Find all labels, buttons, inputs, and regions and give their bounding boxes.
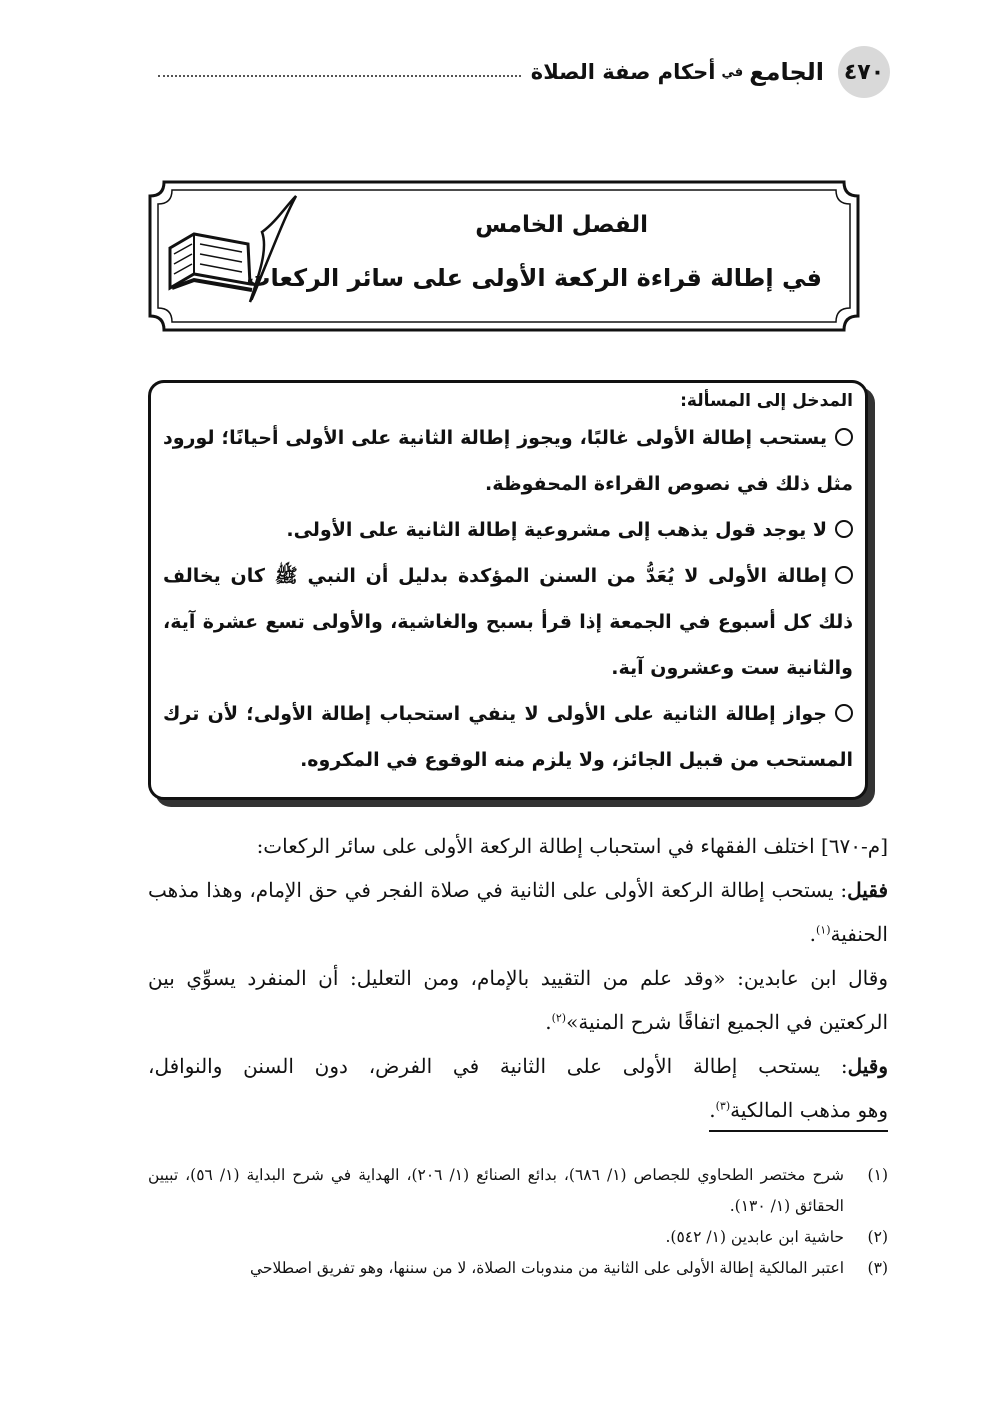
paragraph-ibn-abidin: وقال ابن عابدين: «وقد علم من التقييد بالإمام، ومن التعليل: أن المنفرد يسوِّي بين الركعتين في الجميع اتفاقًا شرح المنية»$^{(٢)}$. xyxy=(148,966,888,1034)
paragraph-second-opinion: وقيل: يستحب إطالة الأولى على الثانية في الفرض، دون السنن والنوافل، وهو مذهب المالكية$^{(٣)}$. xyxy=(148,1044,888,1132)
footnote-ref[interactable]: (٢) xyxy=(551,1011,567,1025)
footnote-text: اعتبر المالكية إطالة الأولى على الثانية من مندوبات الصلاة، لا من سننها، وهو تفريق اصطلاحي xyxy=(250,1259,844,1277)
chapter-frame xyxy=(146,178,862,334)
footnote xyxy=(148,1253,888,1284)
footnote-number: (١) xyxy=(867,1166,888,1184)
footnote-text: شرح مختصر الطحاوي للجصاص (١/ ٦٨٦)، بدائع الصنائع (١/ ٢٠٦)، الهداية في شرح البداية (١/ ٥٦)، تبيين الحقائق (١/ ١٣٠). xyxy=(148,1166,845,1215)
running-title-rest: أحكام صفة الصلاة xyxy=(530,60,716,84)
running-title xyxy=(148,58,824,86)
circle-bullet-icon xyxy=(835,428,853,446)
footnote-number: (٢) xyxy=(867,1228,888,1246)
running-title-bold: الجامع xyxy=(749,58,824,86)
footnote xyxy=(148,1222,888,1253)
chapter-label: الفصل الخامس xyxy=(475,212,648,238)
dotted-leader xyxy=(158,75,521,77)
summary-heading: المدخل إلى المسألة: xyxy=(680,391,853,411)
separator-line: وهو مذهب المالكية$^{(٣)}$. xyxy=(709,1090,888,1132)
footnote-ref[interactable]: (٣) xyxy=(715,1099,731,1113)
summary-point: جواز إطالة الثانية على الأولى لا ينفي استحباب إطالة الأولى؛ لأن ترك المستحب من قبيل الجائز، ولا يلزم منه الوقوع في المكروه. xyxy=(163,703,853,771)
summary-point: يستحب إطالة الأولى غالبًا، ويجوز إطالة الثانية على الأولى أحيانًا؛ لورود مثل ذلك في نصوص القراءة المحفوظة. xyxy=(163,427,853,495)
chapter-title: في إطالة قراءة الركعة الأولى على سائر الركعات xyxy=(246,264,822,292)
paragraph-first-opinion: فقيل: يستحب إطالة الركعة الأولى على الثانية في صلاة الفجر في حق الإمام، وهذا مذهب الحنفية$^{(١)}$. xyxy=(148,878,888,946)
circle-bullet-icon xyxy=(835,704,853,722)
running-title-connector: في xyxy=(721,64,744,80)
footnote xyxy=(148,1160,888,1222)
footnote-text: حاشية ابن عابدين (١/ ٥٤٢). xyxy=(665,1228,844,1246)
footnote-ref[interactable]: (١) xyxy=(816,923,831,937)
footnote-number: (٣) xyxy=(867,1259,888,1277)
book-quill-icon xyxy=(164,192,304,312)
main-text xyxy=(148,824,888,1132)
page-number: ٤٧٠ xyxy=(838,46,890,98)
paragraph-intro: [م-٦٧٠] اختلف الفقهاء في استحباب إطالة الركعة الأولى على سائر الركعات: xyxy=(256,834,888,858)
page-header xyxy=(148,46,890,98)
circle-bullet-icon xyxy=(835,566,853,584)
summary-point: لا يوجد قول يذهب إلى مشروعية إطالة الثانية على الأولى. xyxy=(163,507,853,553)
footnotes xyxy=(148,1160,888,1284)
summary-box xyxy=(148,380,868,800)
summary-point: إطالة الأولى لا يُعَدُّ من السنن المؤكدة بدليل أن النبي ﷺ كان يخالف ذلك كل أسبوع في الجمعة إذا قرأ بسبح والغاشية، والأولى تسع عشرة آية، والثانية ست وعشرون آية. xyxy=(163,565,853,679)
circle-bullet-icon xyxy=(835,520,853,538)
